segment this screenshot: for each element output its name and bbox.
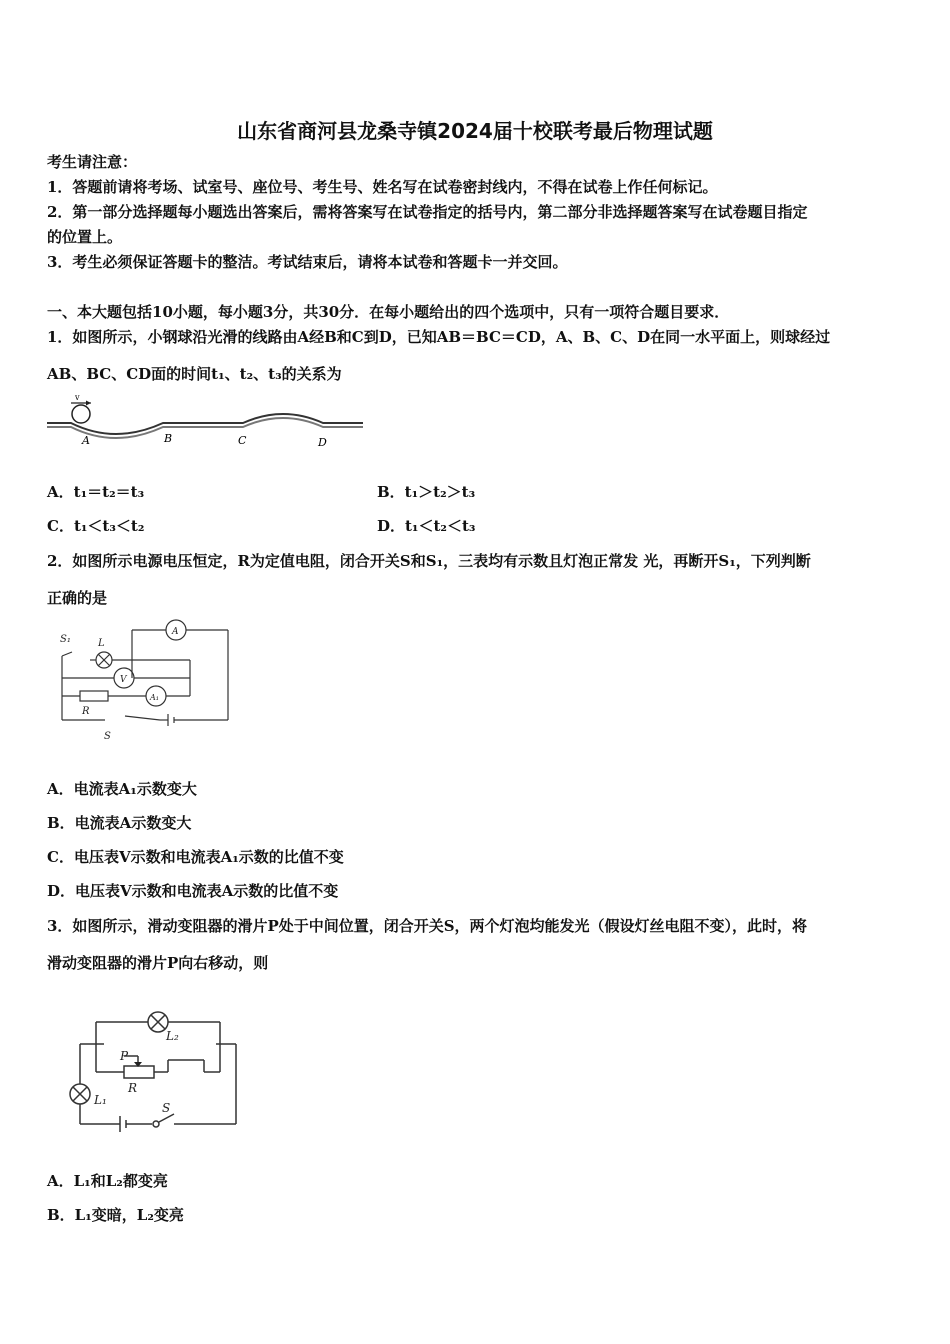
label-r: R xyxy=(128,1081,138,1095)
label-a: A xyxy=(82,434,90,447)
q1-option-b: B．t₁＞t₂＞t₃ xyxy=(377,483,476,501)
notice-item: 的位置上。 xyxy=(47,228,123,246)
circuit-figure-q3 xyxy=(68,1008,243,1138)
label-v: v xyxy=(75,393,80,402)
label-s1: S₁ xyxy=(60,634,71,645)
circuit-figure-q2 xyxy=(50,618,235,743)
label-c: C xyxy=(238,434,247,447)
label-s: S xyxy=(104,731,111,742)
q1-stem: 1．如图所示，小钢球沿光滑的线路由A经B和C到D，已知AB＝BC＝CD，A、B、C、D在同一水平面上，则球经过 xyxy=(47,328,831,346)
q2-option-c: C．电压表V示数和电流表A₁示数的比值不变 xyxy=(47,848,344,866)
label-l2: L₂ xyxy=(166,1029,179,1043)
section-heading: 一、本大题包括10小题，每小题3分，共30分．在每小题给出的四个选项中，只有一项符合题目要求． xyxy=(47,303,730,321)
q1-option-c: C．t₁＜t₃＜t₂ xyxy=(47,517,145,535)
notice-item: 2．第一部分选择题每小题选出答案后，需将答案写在试卷指定的括号内，第二部分非选择题答案写在试卷题目指定 xyxy=(47,203,808,221)
label-v: V xyxy=(120,675,127,685)
q3-stem: 滑动变阻器的滑片P向右移动，则 xyxy=(47,954,269,972)
rheostat-icon xyxy=(124,1066,154,1078)
label-a: A xyxy=(172,627,179,637)
q2-stem: 2．如图所示电源电压恒定，R为定值电阻，闭合开关S和S₁，三表均有示数且灯泡正常发 光，再断开S₁，下列判断 xyxy=(47,552,811,570)
resistor-icon xyxy=(80,691,108,701)
notice-item: 1．答题前请将考场、试室号、座位号、考生号、姓名写在试卷密封线内，不得在试卷上作任何标记。 xyxy=(47,178,718,196)
notice-item: 3．考生必须保证答题卡的整洁。考试结束后，请将本试卷和答题卡一并交回。 xyxy=(47,253,568,271)
track-figure xyxy=(45,393,370,453)
label-l1: L₁ xyxy=(94,1093,107,1107)
q1-stem: AB、BC、CD面的时间t₁、t₂、t₃的关系为 xyxy=(47,365,342,383)
q2-option-b: B．电流表A示数变大 xyxy=(47,814,192,832)
q3-stem: 3．如图所示，滑动变阻器的滑片P处于中间位置，闭合开关S，两个灯泡均能发光（假设灯丝电阻不变），此时，将 xyxy=(47,917,808,935)
q2-stem: 正确的是 xyxy=(47,589,108,607)
label-s: S xyxy=(162,1101,171,1115)
page-title: 山东省商河县龙桑寺镇2024届十校联考最后物理试题 xyxy=(237,119,713,143)
q2-option-d: D．电压表V示数和电流表A示数的比值不变 xyxy=(47,882,339,900)
q2-option-a: A．电流表A₁示数变大 xyxy=(47,780,197,798)
q3-option-a: A．L₁和L₂都变亮 xyxy=(47,1172,168,1190)
q1-option-d: D．t₁＜t₂＜t₃ xyxy=(377,517,476,535)
label-p: P xyxy=(120,1049,129,1063)
label-a1: A₁ xyxy=(150,693,159,702)
label-b: B xyxy=(164,432,173,445)
ball-icon xyxy=(72,405,90,423)
label-r: R xyxy=(82,706,90,717)
notice-heading: 考生请注意： xyxy=(47,153,138,171)
label-l: L xyxy=(98,638,105,649)
label-d: D xyxy=(318,436,327,449)
q3-option-b: B．L₁变暗，L₂变亮 xyxy=(47,1206,184,1224)
q1-option-a: A．t₁＝t₂＝t₃ xyxy=(47,483,145,501)
